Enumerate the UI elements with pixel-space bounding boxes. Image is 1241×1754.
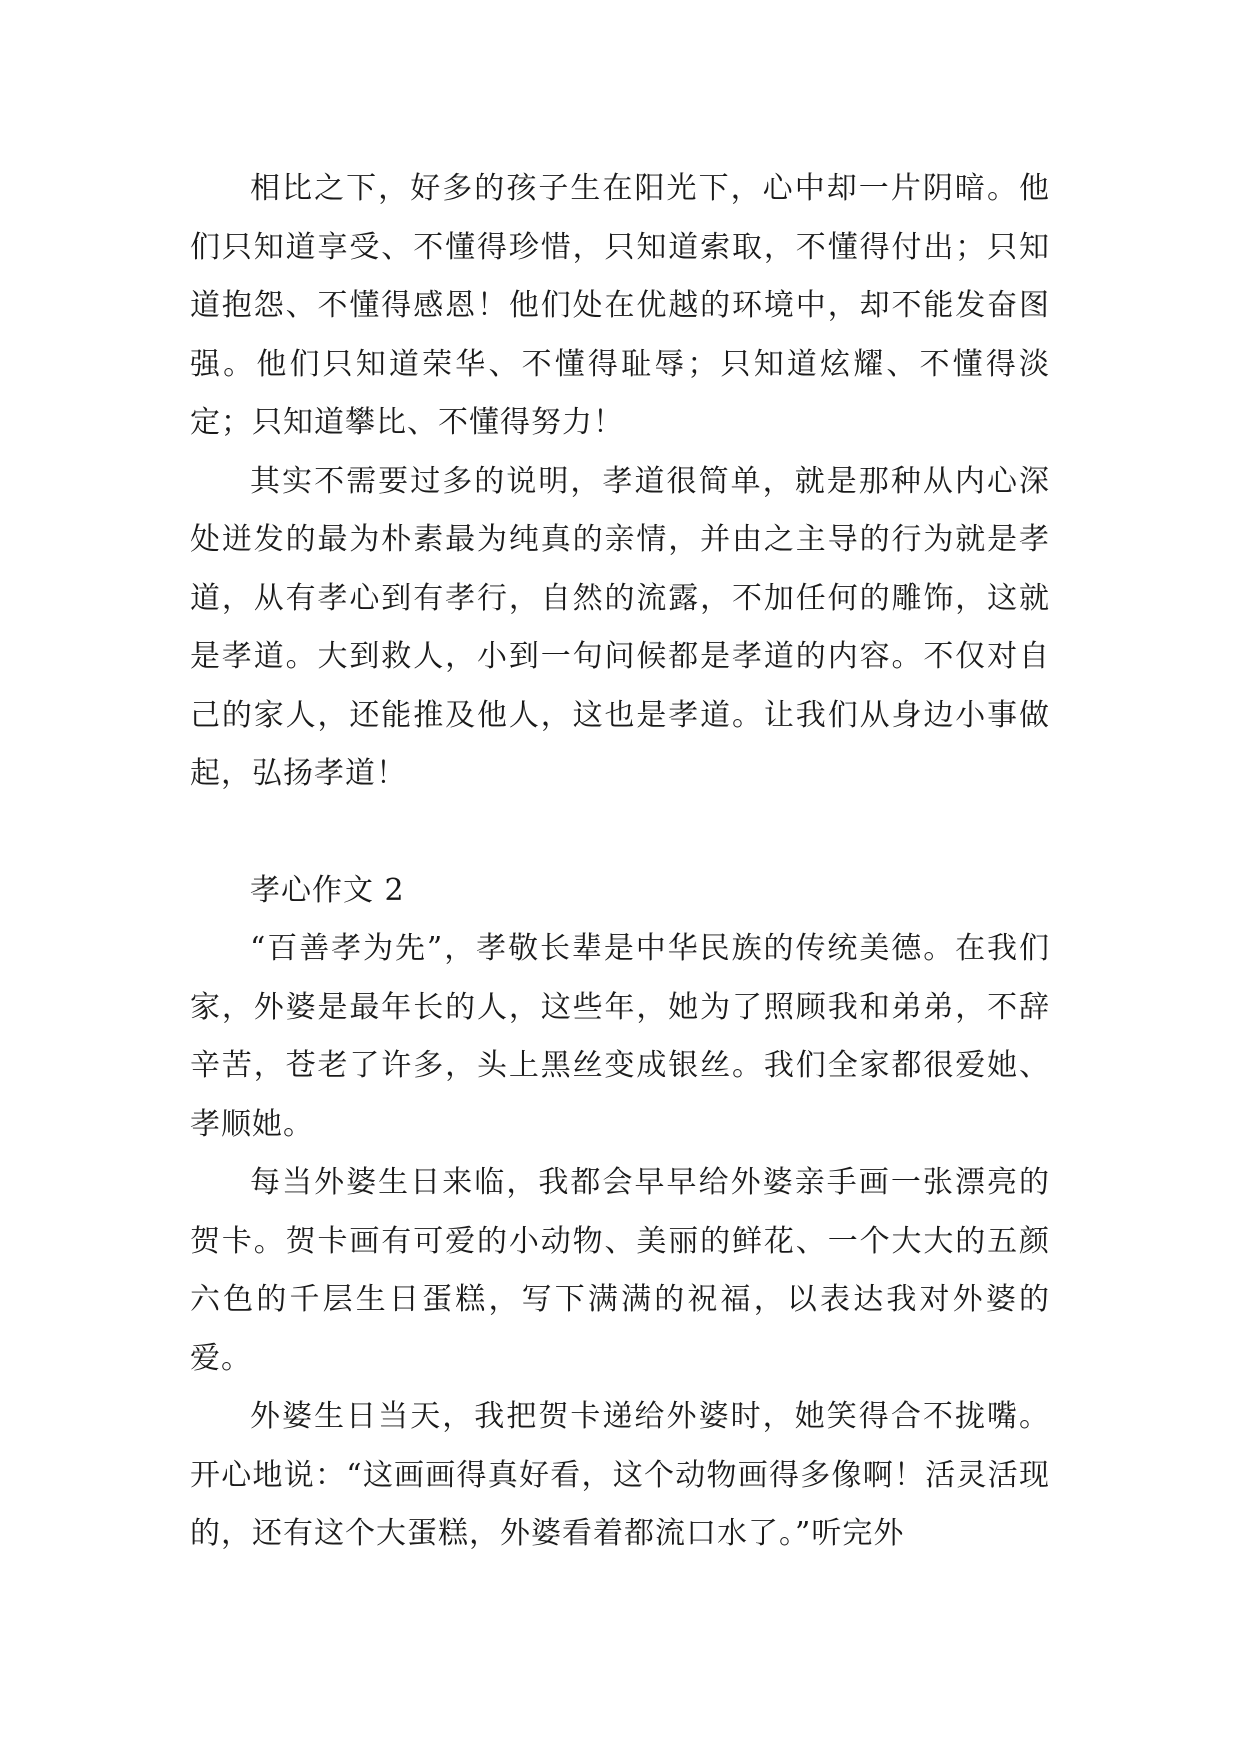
section-spacer	[190, 804, 1050, 862]
section-heading: 孝心作文 2	[250, 872, 405, 908]
document-page	[190, 160, 1050, 1564]
paragraph: “百善孝为先”，孝敬长辈是中华民族的传统美德。在我们家，外婆是最年长的人，这些年，她为了照顾我和弟弟，不辞辛苦，苍老了许多，头上黑丝变成银丝。我们全家都很爱她、孝顺她。	[190, 931, 1050, 1142]
paragraph: 每当外婆生日来临，我都会早早给外婆亲手画一张漂亮的贺卡。贺卡画有可爱的小动物、美丽的鲜花、一个大大的五颜六色的千层生日蛋糕，写下满满的祝福，以表达我对外婆的爱。	[190, 1165, 1050, 1376]
paragraph: 其实不需要过多的说明，孝道很简单，就是那种从内心深处迸发的最为朴素最为纯真的亲情，并由之主导的行为就是孝道，从有孝心到有孝行，自然的流露，不加任何的雕饰，这就是孝道。大到救人，小到一句问候都是孝道的内容。不仅对自己的家人，还能推及他人，这也是孝道。让我们从身边小事做起，弘扬孝道！	[190, 463, 1050, 791]
paragraph: 外婆生日当天，我把贺卡递给外婆时，她笑得合不拢嘴。开心地说：“这画画得真好看，这个动物画得多像啊！活灵活现的，还有这个大蛋糕，外婆看着都流口水了。”听完外	[190, 1399, 1050, 1551]
paragraph: 相比之下，好多的孩子生在阳光下，心中却一片阴暗。他们只知道享受、不懂得珍惜，只知道索取，不懂得付出；只知道抱怨、不懂得感恩！他们处在优越的环境中，却不能发奋图强。他们只知道荣华、不懂得耻辱；只知道炫耀、不懂得淡定；只知道攀比、不懂得努力！	[190, 171, 1050, 440]
